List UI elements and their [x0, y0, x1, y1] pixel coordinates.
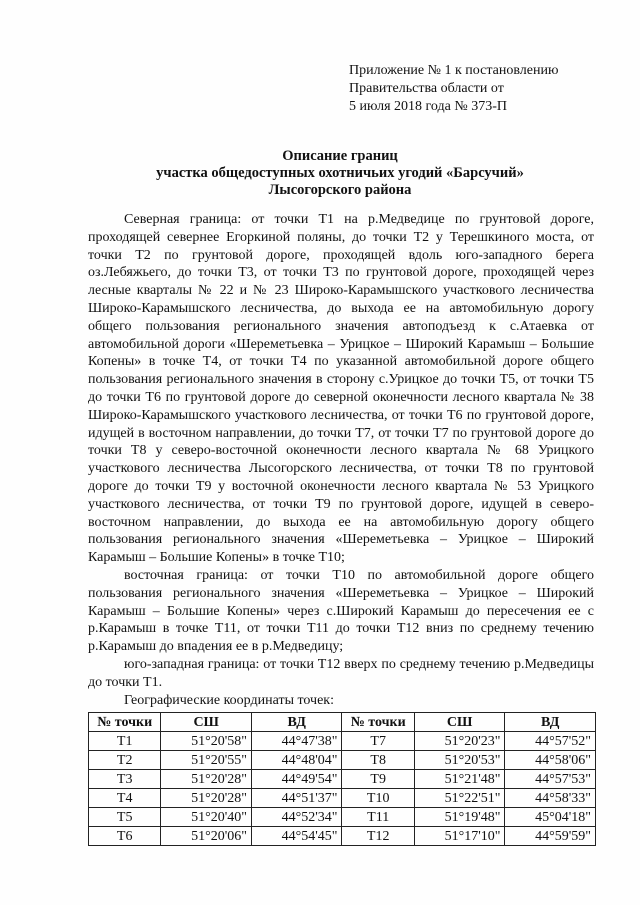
- table-row: [89, 732, 596, 751]
- table-cell: Т6: [89, 827, 161, 846]
- table-cell: 45°04'18": [505, 808, 596, 827]
- coordinates-label: Географические координаты точек:: [124, 693, 334, 708]
- table-cell: 44°59'59": [505, 827, 596, 846]
- table-cell: Т10: [342, 789, 414, 808]
- table-cell: 51°20'06": [161, 827, 252, 846]
- table-cell: 44°58'33": [505, 789, 596, 808]
- table-row: [89, 751, 596, 770]
- table-cell: 44°52'34": [251, 808, 342, 827]
- table-cell: Т1: [89, 732, 161, 751]
- table-cell: 44°47'38": [251, 732, 342, 751]
- table-cell: 44°54'45": [251, 827, 342, 846]
- header-latitude: СШ: [161, 713, 252, 732]
- table-cell: 51°20'58": [161, 732, 252, 751]
- table-cell: 51°20'23": [414, 732, 505, 751]
- table-cell: 51°19'48": [414, 808, 505, 827]
- title-line-2: участка общедоступных охотничьих угодий «Барсучий»: [156, 165, 524, 181]
- boundary-description: [88, 211, 594, 692]
- table-header-row: [89, 713, 596, 732]
- appendix-header: [349, 62, 609, 116]
- table-cell: Т5: [89, 808, 161, 827]
- header-point-number: № точки: [89, 713, 161, 732]
- table-row: [89, 827, 596, 846]
- table-cell: Т8: [342, 751, 414, 770]
- north-boundary-paragraph: Северная граница: от точки Т1 на р.Медведице по грунтовой дороге, проходящей севернее Егоркиной поляны, до точки Т2 у Терешкиного моста, от точки Т2 по грунтовой дороге, проходящей вдоль юго-западного берега оз.Лебяжьего, до точки Т3, от точки Т3 по грунтовой дороге, проходящей через лесные кварталы № 22 и № 23 Широко-Карамышского участкового лесничества Широко-Карамышского лесничества, до выхода ее на автомобильную дорогу общего пользования регионального значения автоподъезд к с.Атаевка от автомобильной дороги «Шереметьевка – Урицкое – Широкий Карамыш – Большие Копены» в точке Т4, от точки Т4 по указанной автомобильной дороге общего пользования регионального значения в сторону с.Урицкое до точки Т5, от точки Т5 до точки Т6 по грунтовой дороге до северной оконечности лесного квартала № 38 Широко-Карамышского участкового лесничества, от точки Т6 по грунтовой дороге, идущей в восточном направлении, до точки Т7, от точки Т7 по грунтовой дороге до точки Т8 у северо-восточной оконечности лесного квартала № 68 Урицкого участкового лесничества Лысогорского лесничества, от точки Т8 по грунтовой дороге до точки Т9 у восточной оконечности лесного квартала № 53 Урицкого участкового лесничества, от точки Т9 по грунтовой дороге, идущей в северо-восточном направлении, до выхода ее на автомобильную дорогу общего пользования регионального значения «Шереметьевка – Урицкое – Широкий Карамыш – Большие Копены» в точке Т10;: [88, 212, 594, 566]
- title-line-1: Описание границ: [282, 148, 398, 164]
- table-cell: Т4: [89, 789, 161, 808]
- table-cell: 51°20'28": [161, 789, 252, 808]
- table-cell: 51°20'40": [161, 808, 252, 827]
- table-cell: 51°21'48": [414, 770, 505, 789]
- table-cell: 44°58'06": [505, 751, 596, 770]
- southwest-boundary-paragraph: юго-западная граница: от точки Т12 вверх по среднему течению р.Медведицы до точки Т1.: [88, 656, 594, 690]
- table-cell: 44°57'53": [505, 770, 596, 789]
- table-cell: 51°17'10": [414, 827, 505, 846]
- table-cell: Т12: [342, 827, 414, 846]
- table-cell: 51°22'51": [414, 789, 505, 808]
- table-cell: 44°49'54": [251, 770, 342, 789]
- table-row: [89, 770, 596, 789]
- header-longitude: ВД: [505, 713, 596, 732]
- table-cell: Т7: [342, 732, 414, 751]
- appendix-line-1: Приложение № 1 к постановлению: [349, 63, 559, 78]
- table-cell: Т3: [89, 770, 161, 789]
- title-line-3: Лысогорского района: [268, 182, 412, 198]
- table-row: [89, 789, 596, 808]
- table-cell: Т11: [342, 808, 414, 827]
- table-cell: 44°57'52": [505, 732, 596, 751]
- header-longitude: ВД: [251, 713, 342, 732]
- table-cell: Т9: [342, 770, 414, 789]
- appendix-line-2: Правительства области от: [349, 81, 504, 96]
- document-title: [80, 148, 600, 199]
- appendix-line-3: 5 июля 2018 года № 373-П: [349, 99, 507, 114]
- table-cell: Т2: [89, 751, 161, 770]
- east-boundary-paragraph: восточная граница: от точки Т10 по автомобильной дороге общего пользования регионального значения «Шереметьевка – Урицкое – Широкий Карамыш – Большие Копены» через с.Широкий Карамыш до пересечения ее с р.Карамыш в точке Т11, от точки Т11 до точки Т12 вниз по среднему течению р.Карамыш до впадения ее в р.Медведицу;: [88, 567, 594, 655]
- header-point-number: № точки: [342, 713, 414, 732]
- table-cell: 44°48'04": [251, 751, 342, 770]
- header-latitude: СШ: [414, 713, 505, 732]
- table-cell: 44°51'37": [251, 789, 342, 808]
- table-row: [89, 808, 596, 827]
- coordinates-table: [88, 712, 596, 846]
- table-cell: 51°20'28": [161, 770, 252, 789]
- table-cell: 51°20'53": [414, 751, 505, 770]
- table-cell: 51°20'55": [161, 751, 252, 770]
